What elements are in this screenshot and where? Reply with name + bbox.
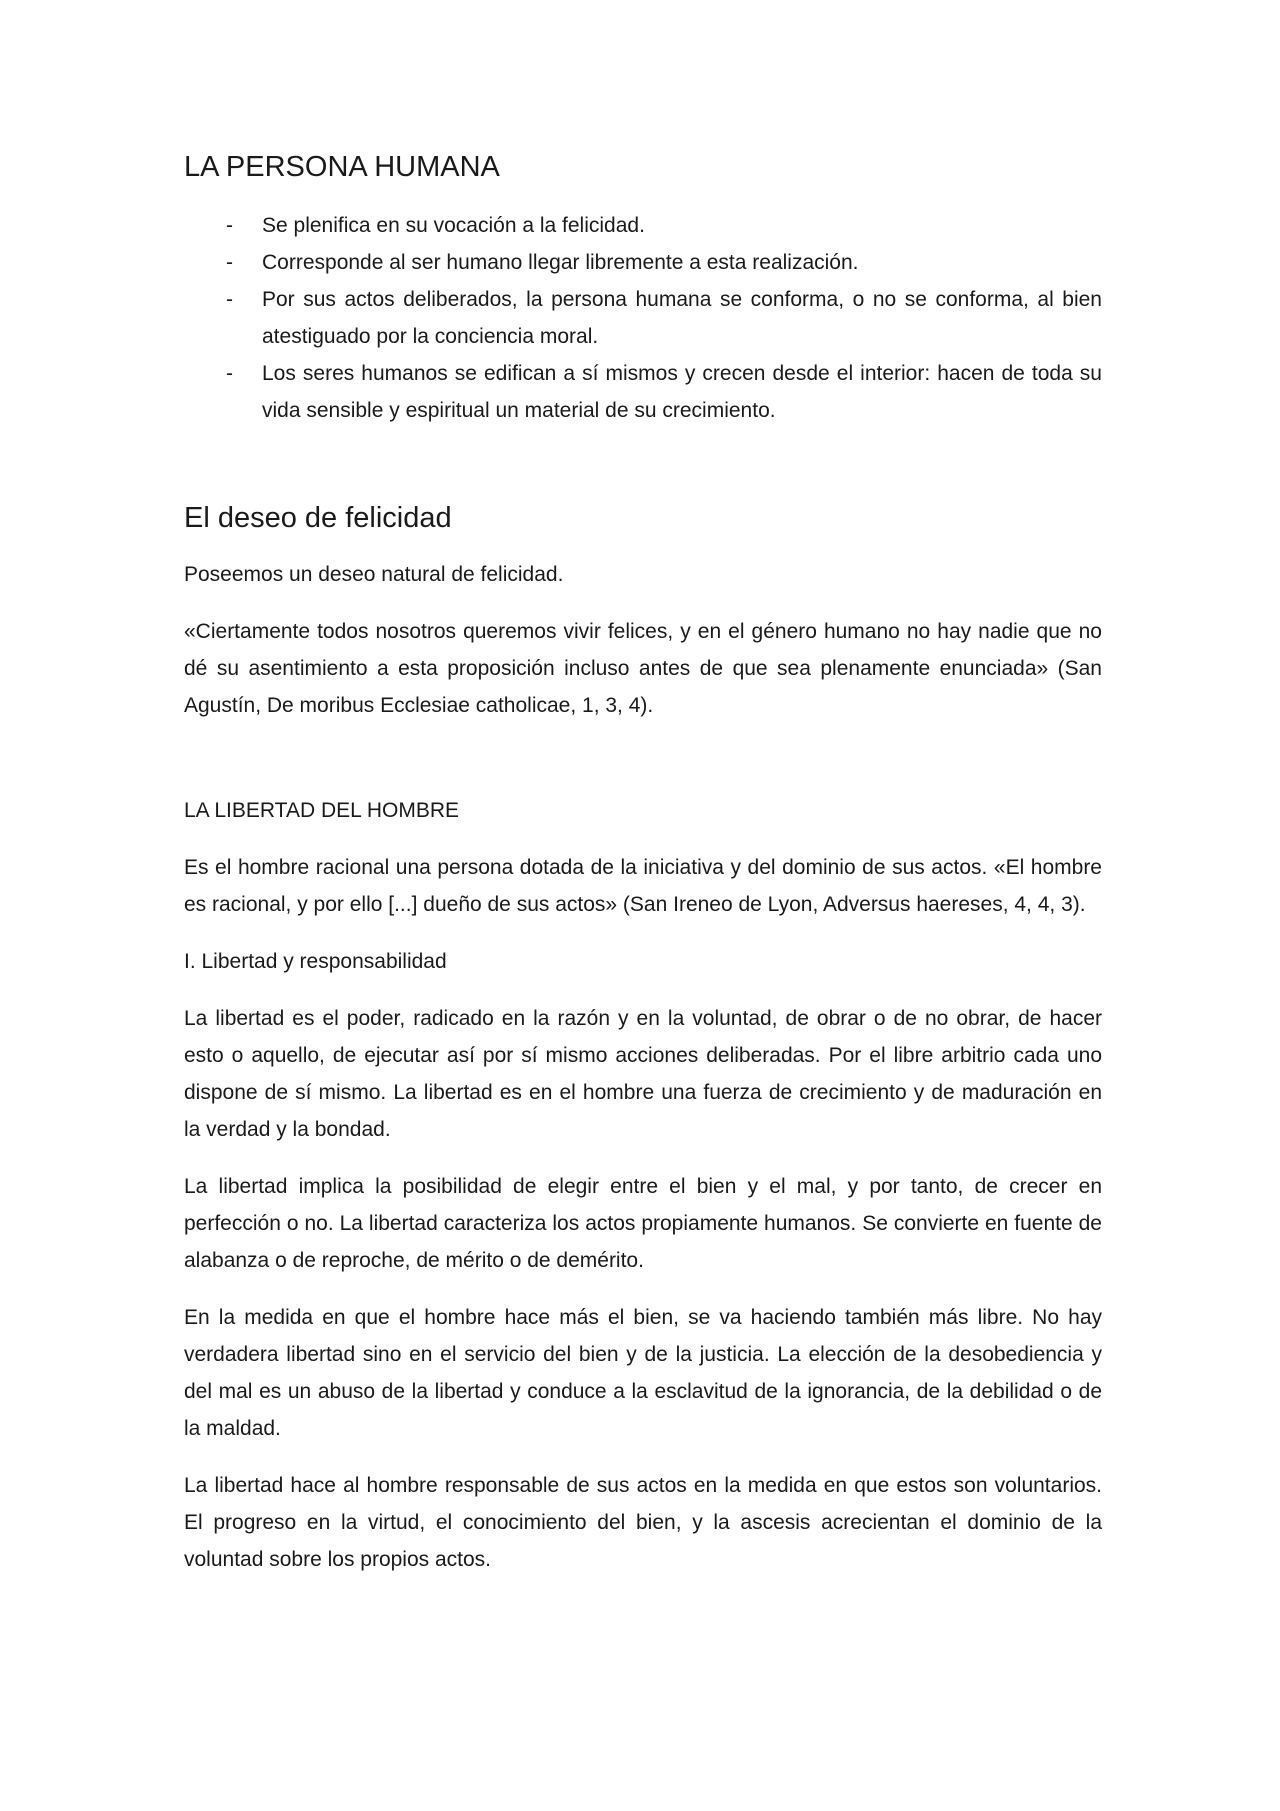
dash-marker: - xyxy=(226,361,233,385)
list-item xyxy=(184,281,1102,355)
paragraph: La libertad hace al hombre responsable de sus actos en la medida en que estos son voluntarios. El progreso en la virtud, el conocimiento del bien, y la ascesis acrecientan el dominio de la voluntad sobre los propios actos. xyxy=(184,1473,1102,1571)
bullet-list xyxy=(184,207,1102,429)
quote-paragraph: «Ciertamente todos nosotros queremos vivir felices, y en el género humano no hay nadie que no dé su asentimiento a esta proposición incluso antes de que sea plenamente enunciada» (San Agustín, De moribus Ecclesiae catholicae, 1, 3, 4). xyxy=(184,619,1102,717)
section-title-persona-humana: LA PERSONA HUMANA xyxy=(184,151,500,183)
list-item-text: Se plenifica en su vocación a la felicidad. xyxy=(262,213,645,237)
list-item-text: Los seres humanos se edifican a sí mismos y crecen desde el interior: hacen de toda su vida sensible y espiritual un material de su crecimiento. xyxy=(262,361,1102,422)
paragraph: En la medida en que el hombre hace más el bien, se va haciendo también más libre. No hay verdadera libertad sino en el servicio del bien y de la justicia. La elección de la desobediencia y del mal es un abuso de la libertad y conduce a la esclavitud de la ignorancia, de la debilidad o de la maldad. xyxy=(184,1305,1102,1440)
list-item-text: Corresponde al ser humano llegar libremente a esta realización. xyxy=(262,250,859,274)
list-item xyxy=(184,207,1102,244)
dash-marker: - xyxy=(226,250,233,274)
subheading-libertad-responsabilidad: I. Libertad y responsabilidad xyxy=(184,949,447,973)
paragraph: La libertad es el poder, radicado en la razón y en la voluntad, de obrar o de no obrar, de hacer esto o aquello, de ejecutar así por sí mismo acciones deliberadas. Por el libre arbitrio cada uno dispone de sí mismo. La libertad es en el hombre una fuerza de crecimiento y de maduración en la verdad y la bondad. xyxy=(184,1006,1102,1141)
paragraph: La libertad implica la posibilidad de elegir entre el bien y el mal, y por tanto, de crecer en perfección o no. La libertad caracteriza los actos propiamente humanos. Se convierte en fuente de alabanza o de reproche, de mérito o de demérito. xyxy=(184,1174,1102,1272)
list-item-text: Por sus actos deliberados, la persona humana se conforma, o no se conforma, al bien atestiguado por la conciencia moral. xyxy=(262,287,1102,348)
document-page xyxy=(184,150,1102,1598)
paragraph: Poseemos un deseo natural de felicidad. xyxy=(184,562,564,586)
dash-marker: - xyxy=(226,287,233,311)
intro-paragraph: Es el hombre racional una persona dotada de la iniciativa y del dominio de sus actos. «El hombre es racional, y por ello [...] dueño de sus actos» (San Ireneo de Lyon, Adversus haereses, 4, 4, 3). xyxy=(184,855,1102,916)
section-title-deseo-felicidad: El deseo de felicidad xyxy=(184,501,452,534)
list-item xyxy=(184,355,1102,429)
list-item xyxy=(184,244,1102,281)
dash-marker: - xyxy=(226,213,233,237)
section-title-libertad-hombre: LA LIBERTAD DEL HOMBRE xyxy=(184,798,460,822)
